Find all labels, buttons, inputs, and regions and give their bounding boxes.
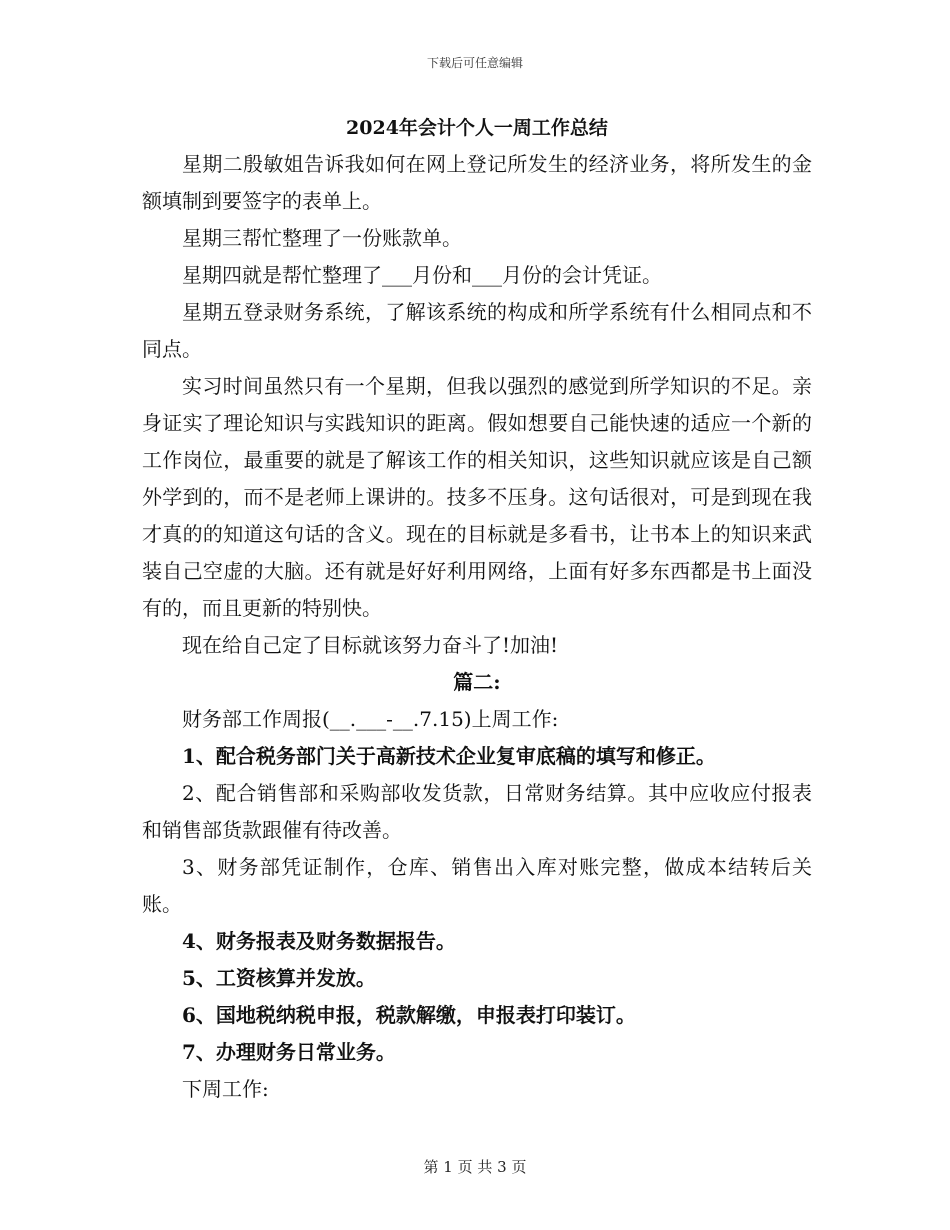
- paragraph: 星期四就是帮忙整理了___月份和___月份的会计凭证。: [182, 263, 662, 287]
- list-item: 6、国地税纳税申报，税款解缴，申报表打印装订。: [182, 1003, 636, 1027]
- document-body: [142, 110, 812, 1108]
- list-item: 5、工资核算并发放。: [182, 966, 376, 990]
- document-title: 2024年会计个人一周工作总结: [346, 117, 608, 139]
- paragraph: 星期二殷敏姐告诉我如何在网上登记所发生的经济业务，将所发生的金额填制到要签字的表单上。: [142, 152, 812, 213]
- list-item: 1、配合税务部门关于高新技术企业复审底稿的填写和修正。: [182, 744, 716, 768]
- paragraph: 现在给自己定了目标就该努力奋斗了!加油!: [182, 633, 559, 657]
- section-heading: 篇二:: [453, 670, 501, 694]
- paragraph: 星期三帮忙整理了一份账款单。: [182, 226, 462, 250]
- report-intro: 财务部工作周报(__.___-__.7.15)上周工作:: [182, 707, 559, 731]
- list-item: 3、财务部凭证制作，仓库、销售出入库对账完整，做成本结转后关账。: [142, 855, 812, 916]
- list-item: 2、配合销售部和采购部收发货款，日常财务结算。其中应收应付报表和销售部货款跟催有待改善。: [142, 781, 812, 842]
- list-item: 4、财务报表及财务数据报告。: [182, 929, 456, 953]
- page-number: 第 1 页 共 3 页: [423, 1158, 527, 1176]
- paragraph: 星期五登录财务系统，了解该系统的构成和所学系统有什么相同点和不同点。: [142, 300, 812, 361]
- header-note: 下载后可任意编辑: [426, 56, 523, 70]
- next-week-label: 下周工作:: [182, 1077, 269, 1101]
- paragraph: 实习时间虽然只有一个星期，但我以强烈的感觉到所学知识的不足。亲身证实了理论知识与实践知识的距离。假如想要自己能快速的适应一个新的工作岗位，最重要的就是了解该工作的相关知识，这些知识就应该是自己额外学到的，而不是老师上课讲的。技多不压身。这句话很对，可是到现在我才真的的知道这句话的含义。现在的目标就是多看书，让书本上的知识来武装自己空虚的大脑。还有就是好好利用网络，上面有好多东西都是书上面没有的，而且更新的特别快。: [142, 374, 812, 620]
- list-item: 7、办理财务日常业务。: [182, 1040, 396, 1064]
